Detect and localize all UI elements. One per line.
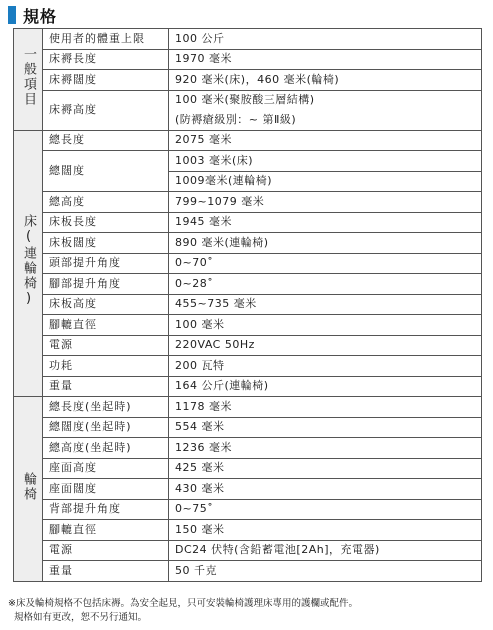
- table-row: [14, 29, 482, 50]
- spec-label: 座面高度: [43, 458, 169, 479]
- table-row: [14, 356, 482, 377]
- spec-label: 電源: [43, 335, 169, 356]
- spec-label: 座面闊度: [43, 479, 169, 500]
- table-row: [14, 520, 482, 541]
- table-row: [14, 315, 482, 336]
- table-row: [14, 417, 482, 438]
- spec-label: 重量: [43, 561, 169, 582]
- spec-label: 頭部提升角度: [43, 253, 169, 274]
- spec-label: 總長度: [43, 130, 169, 151]
- spec-label: 總高度: [43, 192, 169, 213]
- spec-value: 100 毫米: [169, 315, 482, 336]
- spec-value: 1236 毫米: [169, 438, 482, 459]
- table-row: [14, 212, 482, 233]
- spec-value: 554 毫米: [169, 417, 482, 438]
- spec-label: 腳部提升角度: [43, 274, 169, 295]
- spec-label: 總高度(坐起時): [43, 438, 169, 459]
- spec-label: 床板高度: [43, 294, 169, 315]
- spec-value: 0~75˚: [169, 499, 482, 520]
- page-title: 規格: [23, 6, 58, 26]
- table-row: [14, 397, 482, 418]
- spec-value: 799~1079 毫米: [169, 192, 482, 213]
- spec-label: 總闊度: [43, 151, 169, 192]
- table-row: [14, 192, 482, 213]
- spec-value: 200 瓦特: [169, 356, 482, 377]
- spec-label: 總長度(坐起時): [43, 397, 169, 418]
- spec-value: 455~735 毫米: [169, 294, 482, 315]
- table-row: [14, 233, 482, 254]
- spec-value-line: (防褥瘡級別：~ 第Ⅱ級): [169, 110, 482, 130]
- spec-label: 功耗: [43, 356, 169, 377]
- section-header: [8, 4, 57, 26]
- table-row: [14, 274, 482, 295]
- table-row: [14, 49, 482, 70]
- spec-label: 腳轆直徑: [43, 520, 169, 541]
- spec-value: 164 公斤(連輪椅): [169, 376, 482, 397]
- spec-label: 床板闊度: [43, 233, 169, 254]
- spec-label: 背部提升角度: [43, 499, 169, 520]
- table-row: [14, 130, 482, 151]
- spec-value: 920 毫米(床)，460 毫米(輪椅): [169, 70, 482, 91]
- spec-value: 1945 毫米: [169, 212, 482, 233]
- table-row: [14, 499, 482, 520]
- section-label-general: 一般項目: [14, 29, 43, 131]
- spec-label: 總闊度(坐起時): [43, 417, 169, 438]
- spec-label: 腳轆直徑: [43, 315, 169, 336]
- table-row: [14, 438, 482, 459]
- spec-value-line: 1003 毫米(床): [169, 151, 482, 172]
- table-row: [14, 479, 482, 500]
- spec-value: 430 毫米: [169, 479, 482, 500]
- table-row: [14, 540, 482, 561]
- spec-label: 電源: [43, 540, 169, 561]
- spec-value: 1970 毫米: [169, 49, 482, 70]
- spec-label: 床褥闊度: [43, 70, 169, 91]
- spec-label: 床褥長度: [43, 49, 169, 70]
- spec-value-line: 100 毫米(聚胺酸三層結構): [169, 90, 482, 110]
- table-row: [14, 458, 482, 479]
- spec-value: 150 毫米: [169, 520, 482, 541]
- spec-value: DC24 伏特(含鉛蓄電池[2Ah]，充電器): [169, 540, 482, 561]
- spec-value: 220VAC 50Hz: [169, 335, 482, 356]
- spec-value: 2075 毫米: [169, 130, 482, 151]
- table-row: [14, 376, 482, 397]
- footnote: ※床及輪椅規格不包括床褥。為安全起見，只可安裝輪椅護理床專用的護欄或配件。: [8, 598, 358, 609]
- spec-value: 0~28˚: [169, 274, 482, 295]
- spec-label: 床板長度: [43, 212, 169, 233]
- footnotes: [8, 597, 358, 625]
- spec-value: 100 公斤: [169, 29, 482, 50]
- table-row: [14, 70, 482, 91]
- spec-value: 50 千克: [169, 561, 482, 582]
- table-row: [14, 253, 482, 274]
- table-row: [14, 561, 482, 582]
- spec-value: 0~70˚: [169, 253, 482, 274]
- spec-value-line: 1009毫米(連輪椅): [169, 171, 482, 192]
- header-accent-bar: [8, 6, 16, 24]
- spec-value: 425 毫米: [169, 458, 482, 479]
- table-row: [14, 151, 482, 172]
- section-label-bed: 床(連輪椅): [14, 130, 43, 397]
- section-label-wheelchair: 輪椅: [14, 397, 43, 582]
- table-row: [14, 90, 482, 110]
- spec-label: 床褥高度: [43, 90, 169, 130]
- spec-label: 重量: [43, 376, 169, 397]
- table-row: [14, 294, 482, 315]
- spec-label: 使用者的體重上限: [43, 29, 169, 50]
- spec-value: 1178 毫米: [169, 397, 482, 418]
- spec-value: 890 毫米(連輪椅): [169, 233, 482, 254]
- table-row: [14, 335, 482, 356]
- spec-table: [13, 28, 482, 582]
- footnote: 規格如有更改，恕不另行通知。: [14, 612, 148, 623]
